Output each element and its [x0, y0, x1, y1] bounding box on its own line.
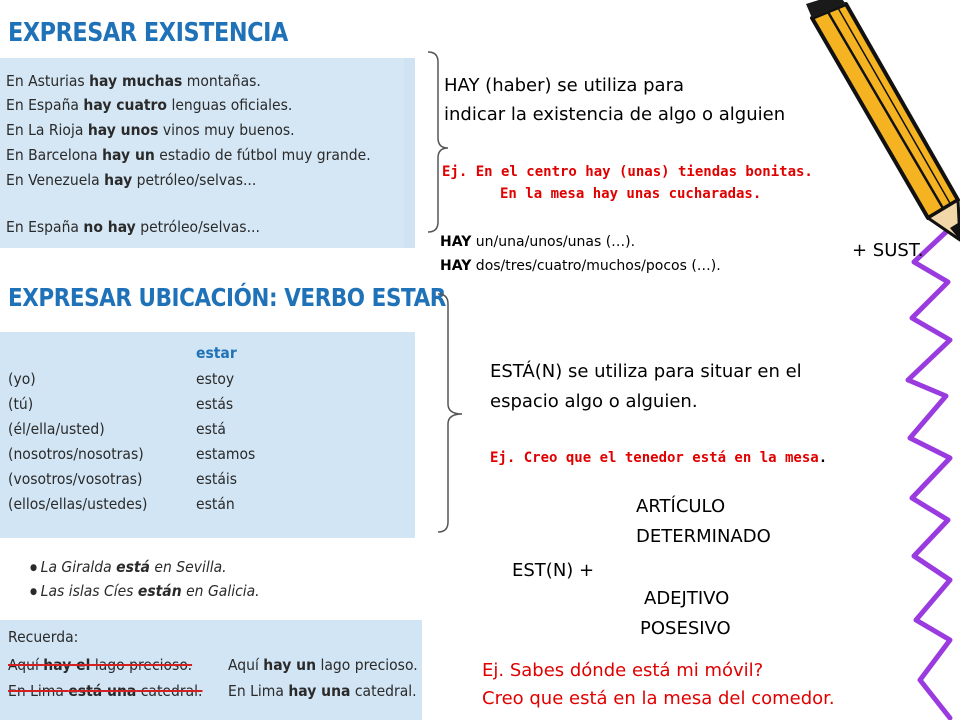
existence-line: En Asturias hay muchas montañas.: [6, 72, 261, 90]
est-n-label: EST(N) +: [512, 560, 595, 581]
existence-line: En España hay cuatro lenguas oficiales.: [6, 96, 293, 114]
hay-example-line2: En la mesa hay unas cucharadas.: [500, 186, 762, 202]
purple-ribbon: [908, 232, 950, 718]
wrong-example-1: Aquí hay el lago precioso.: [8, 656, 193, 674]
conjugation-form: estoy: [196, 370, 235, 388]
hay-pattern-1: HAY un/una/unos/unas (…).: [440, 234, 636, 250]
conjugation-pronoun: (vosotros/vosotras): [8, 470, 143, 488]
esta-explanation-line1: ESTÁ(N) se utiliza para situar en el: [490, 361, 802, 382]
heading2-highlight: ESTAR: [371, 283, 446, 312]
conjugation-pronoun: (ellos/ellas/ustedes): [8, 495, 148, 513]
plus-sust: + SUST.: [852, 240, 924, 261]
right-example-2: En Lima hay una catedral.: [228, 682, 417, 700]
bracket-ubicacion: [438, 294, 462, 532]
adjetivo-label: ADEJTIVO: [644, 588, 730, 609]
conjugation-form: estás: [196, 395, 234, 413]
right-example-1: Aquí hay un lago precioso.: [228, 656, 418, 674]
determinado-label: DETERMINADO: [636, 526, 771, 547]
existence-line: En España no hay petróleo/selvas...: [6, 218, 260, 236]
hay-pattern-2: HAY dos/tres/cuatro/muchos/pocos (…).: [440, 258, 721, 274]
existence-line: En Venezuela hay petróleo/selvas...: [6, 171, 257, 189]
esta-explanation-line2: espacio algo o alguien.: [490, 391, 698, 412]
movil-example-line1: Ej. Sabes dónde está mi móvil?: [482, 660, 764, 681]
conjugation-header: estar: [196, 344, 237, 362]
esta-example: Ej. Creo que el tenedor está en la mesa.: [490, 450, 828, 466]
conjugation-pronoun: (nosotros/nosotras): [8, 445, 144, 463]
hay-explanation-line2: indicar la existencia de algo o alguien: [444, 104, 786, 125]
heading2-text: EXPRESAR UBICACIÓN: VERBO: [8, 283, 372, 312]
location-example: ● La Giralda está en Sevilla.: [30, 558, 227, 576]
pencil-icon: [806, 0, 960, 240]
location-example: ● Las islas Cíes están en Galicia.: [30, 582, 260, 600]
hay-explanation-line1: HAY (haber) se utiliza para: [444, 75, 685, 96]
existence-line: En Barcelona hay un estadio de fútbol muy grande.: [6, 146, 371, 164]
articulo-label: ARTÍCULO: [636, 496, 726, 517]
posesivo-label: POSESIVO: [640, 618, 731, 639]
hay-example-line1: Ej. En el centro hay (unas) tiendas bonitas.: [442, 164, 813, 180]
conjugation-form: están: [196, 495, 235, 513]
conjugation-form: está: [196, 420, 226, 438]
conjugation-pronoun: (él/ella/usted): [8, 420, 105, 438]
recuerda-label: Recuerda:: [8, 628, 79, 646]
heading-expresar-existencia: EXPRESAR EXISTENCIA: [8, 18, 288, 48]
existence-line: En La Rioja hay unos vinos muy buenos.: [6, 121, 295, 139]
movil-example-line2: Creo que está en la mesa del comedor.: [482, 688, 835, 709]
conjugation-form: estáis: [196, 470, 238, 488]
conjugation-pronoun: (tú): [8, 395, 34, 413]
conjugation-form: estamos: [196, 445, 256, 463]
wrong-example-2: En Lima está una catedral.: [8, 682, 203, 700]
conjugation-pronoun: (yo): [8, 370, 36, 388]
